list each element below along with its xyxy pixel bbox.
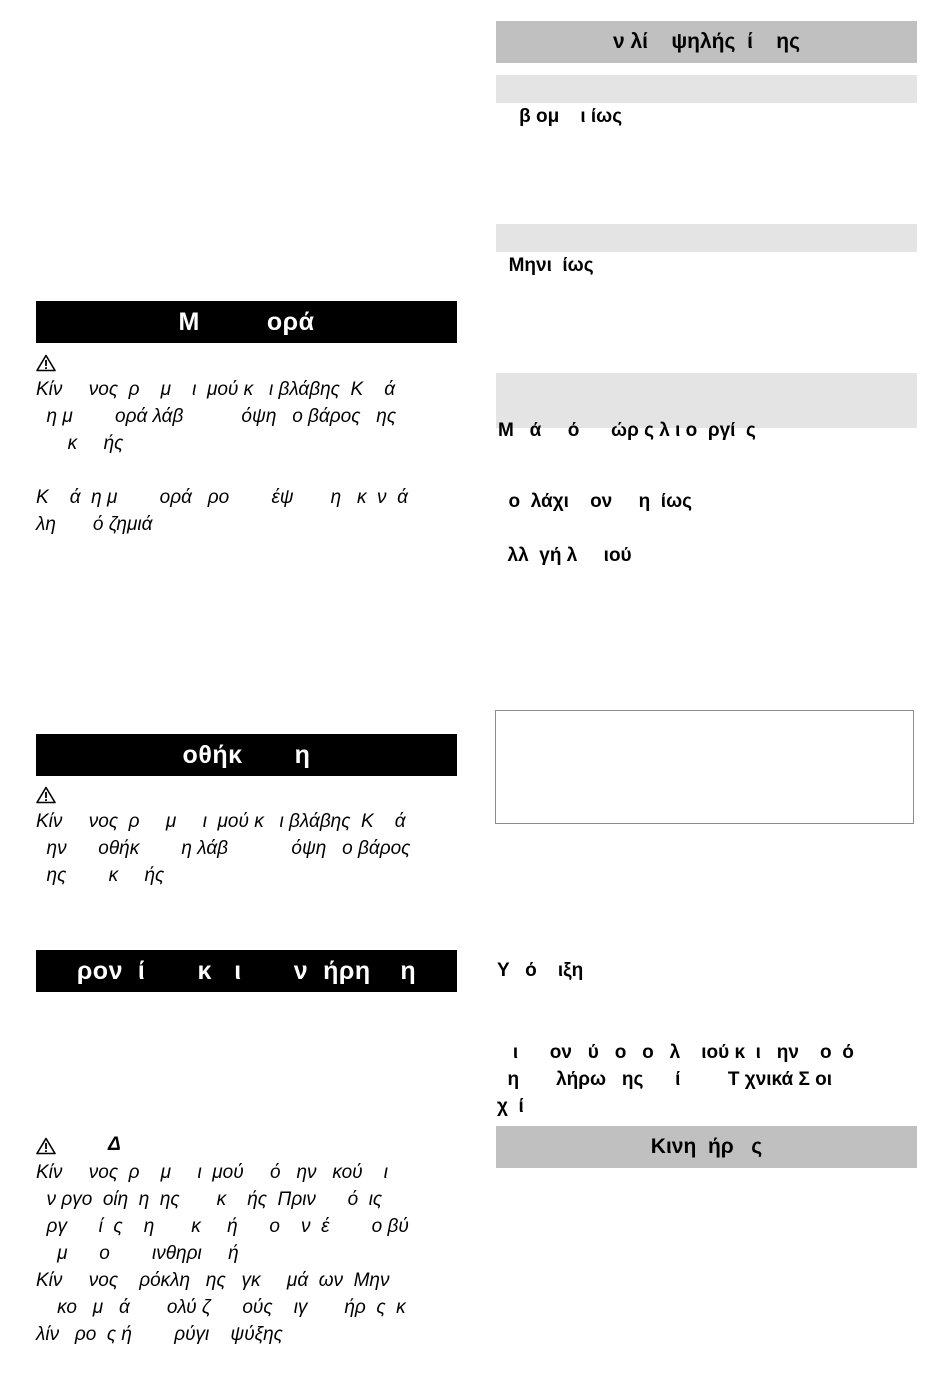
empty-frame — [495, 710, 914, 824]
right-header-top — [496, 21, 917, 63]
bold-paragraph-line-2: η λήρω ης ί Τ χνικά Σ οι — [497, 1069, 833, 1090]
bold-paragraph-line-3: χ ί — [497, 1096, 524, 1117]
section-2-text — [36, 808, 456, 889]
section-2-header-text: οθήκ η — [182, 740, 311, 769]
subheading-bar-1-text: β ομ ι ίως — [508, 106, 623, 127]
subheading-bar-3-line1: Μ ά ό ώρ ς λ ι ο ργί ς — [498, 420, 756, 441]
subheading-bar-3 — [496, 373, 917, 512]
right-header-top-text: ν λί ψηλής ί ης — [612, 30, 801, 53]
section-1-text — [36, 376, 456, 538]
section-1-line-4 — [36, 457, 456, 484]
section-3-line-2: ν ργο οίη η ης κ ής Πριν ό ις — [36, 1189, 383, 1210]
section-1-header — [36, 301, 457, 343]
subheading-bar-1 — [496, 75, 917, 127]
section-1-header-text: Μ ορά — [178, 307, 315, 336]
section-3-line-7: λίν ρο ς ή ρύγι ψύξης — [36, 1324, 283, 1345]
section-2-header — [36, 734, 457, 776]
right-header-bottom — [496, 1126, 917, 1168]
section-3-line-5: Κίν νος ρόκλη ης γκ μά ων Μην — [36, 1270, 390, 1291]
section-1-line-3: κ ής — [36, 433, 124, 454]
subheading-bar-3-line2: ο λάχι ον η ίως — [498, 491, 693, 512]
section-2-line-2: ην οθήκ η λάβ όψη ο βάρος — [36, 838, 411, 859]
subheading-bar-2-text: Μηνι ίως — [508, 255, 594, 276]
section-1-line-2: η μ ορά λάβ όψη ο βάρος ης — [36, 406, 397, 427]
section-3-header-text: ρον ί κ ι ν ήρη η — [76, 956, 417, 985]
warning-triangle-icon — [36, 1137, 56, 1155]
section-2-line-1: Κίν νος ρ μ ι μού κ ι βλάβης Κ ά — [36, 811, 406, 832]
section-3-header — [36, 950, 457, 992]
section-3-line-1: Κίν νος ρ μ ι μού ό ην κού ι — [36, 1162, 388, 1183]
subheading-1: λλ γή λ ιού — [497, 545, 632, 566]
section-2-line-3: ης κ ής — [36, 865, 165, 886]
section-3-text — [36, 1159, 456, 1348]
section-3-line-3: ργ ί ς η κ ή ο ν έ ο βύ — [36, 1216, 409, 1237]
section-1-line-6: λη ό ζημιά — [36, 514, 153, 535]
bold-paragraph-line-1: ι ον ύ ο ο λ ιού κ ι ην ο ό — [497, 1042, 854, 1063]
bold-paragraph — [497, 1039, 917, 1120]
subheading-bar-2 — [496, 224, 917, 276]
section-1-line-5: Κ ά η μ ορά ρο έψ η κ ν ά — [36, 487, 408, 508]
section-3-line-6: κο μ ά ολύ ζ ούς ιγ ήρ ς κ — [36, 1297, 406, 1318]
section-3-line-4: μ ο ινθηρι ή — [36, 1243, 239, 1264]
subheading-2: Y ό ιξη — [497, 960, 584, 981]
section-3-warning-label: Δ — [108, 1134, 121, 1155]
warning-triangle-icon — [36, 786, 56, 804]
section-1-line-1: Κίν νος ρ μ ι μού κ ι βλάβης Κ ά — [36, 379, 396, 400]
warning-triangle-icon — [36, 354, 56, 372]
right-header-bottom-text: Κινη ήρ ς — [650, 1135, 763, 1158]
